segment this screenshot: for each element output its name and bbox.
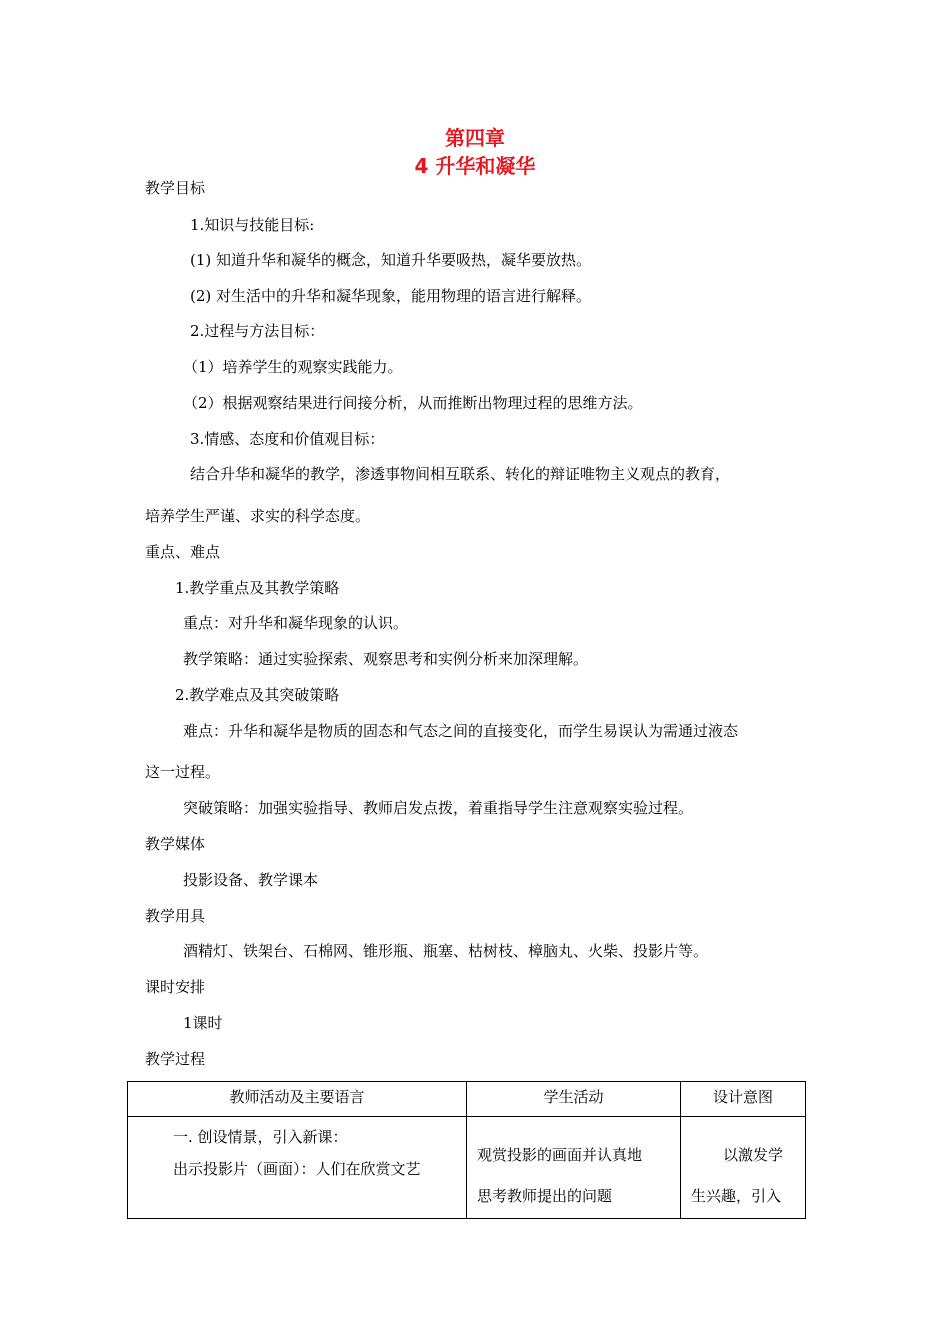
objectives-sub2: 2.过程与方法目标： — [190, 322, 325, 340]
objectives-sub1-item2: (2) 对生活中的升华和凝华现象，能用物理的语言进行解释。 — [190, 287, 592, 305]
process-table — [127, 1081, 806, 1219]
keypoints-sub2: 2.教学难点及其突破策略 — [175, 686, 340, 704]
design-intent-cell — [681, 1117, 806, 1219]
design-intent-line: 以激发学 — [723, 1146, 784, 1164]
objectives-sub2-item1: （1）培养学生的观察实践能力。 — [183, 358, 403, 376]
teacher-activity-line: 一. 创设情景，引入新课： — [173, 1128, 348, 1146]
keypoints-heading: 重点、难点 — [145, 543, 221, 561]
table-header-row — [128, 1082, 806, 1117]
schedule-heading: 课时安排 — [145, 978, 206, 996]
chapter-title: 第四章 — [445, 126, 505, 150]
tools-text: 酒精灯、铁架台、石棉网、锥形瓶、瓶塞、枯树枝、樟脑丸、火柴、投影片等。 — [183, 942, 709, 960]
process-heading: 教学过程 — [145, 1050, 206, 1068]
teacher-activity-cell — [128, 1117, 467, 1219]
student-activity-line: 观赏投影的画面并认真地 — [477, 1146, 643, 1164]
lesson-title: 4 升华和凝华 — [414, 154, 536, 178]
student-activity-cell — [467, 1117, 681, 1219]
keypoints-breakthrough: 突破策略：加强实验指导、教师启发点拨，着重指导学生注意观察实验过程。 — [183, 799, 694, 817]
objectives-sub3-text-line2: 培养学生严谨、求实的科学态度。 — [145, 507, 371, 525]
teacher-activity-line: 出示投影片（画面）：人们在欣赏文艺 — [173, 1160, 421, 1178]
objectives-sub2-item2: （2）根据观察结果进行间接分析，从而推断出物理过程的思维方法。 — [183, 394, 643, 412]
schedule-text: 1课时 — [183, 1014, 223, 1032]
keypoints-difficulty-line2: 这一过程。 — [145, 763, 221, 781]
media-heading: 教学媒体 — [145, 835, 206, 853]
design-intent-line: 生兴趣，引入 — [691, 1187, 782, 1205]
keypoints-focus: 重点：对升华和凝华现象的认识。 — [183, 614, 409, 632]
keypoints-sub1: 1.教学重点及其教学策略 — [175, 579, 340, 597]
table-header-student: 学生活动 — [467, 1082, 681, 1117]
tools-heading: 教学用具 — [145, 907, 206, 925]
objectives-sub3-text-line1: 结合升华和凝华的教学，渗透事物间相互联系、转化的辩证唯物主义观点的教育， — [190, 465, 731, 483]
objectives-sub1-item1: (1) 知道升华和凝华的概念，知道升华要吸热，凝华要放热。 — [190, 251, 592, 269]
student-activity-line: 思考教师提出的问题 — [477, 1187, 613, 1205]
objectives-sub3: 3.情感、态度和价值观目标： — [190, 430, 385, 448]
table-header-teacher: 教师活动及主要语言 — [128, 1082, 467, 1117]
objectives-heading: 教学目标 — [145, 179, 206, 197]
keypoints-strategy: 教学策略：通过实验探索、观察思考和实例分析来加深理解。 — [183, 650, 589, 668]
table-row — [128, 1117, 806, 1219]
table-header-intent: 设计意图 — [681, 1082, 806, 1117]
objectives-sub1: 1.知识与技能目标: — [190, 216, 315, 234]
media-text: 投影设备、教学课本 — [183, 871, 319, 889]
keypoints-difficulty-line1: 难点：升华和凝华是物质的固态和气态之间的直接变化，而学生易误认为需通过液态 — [183, 722, 739, 740]
